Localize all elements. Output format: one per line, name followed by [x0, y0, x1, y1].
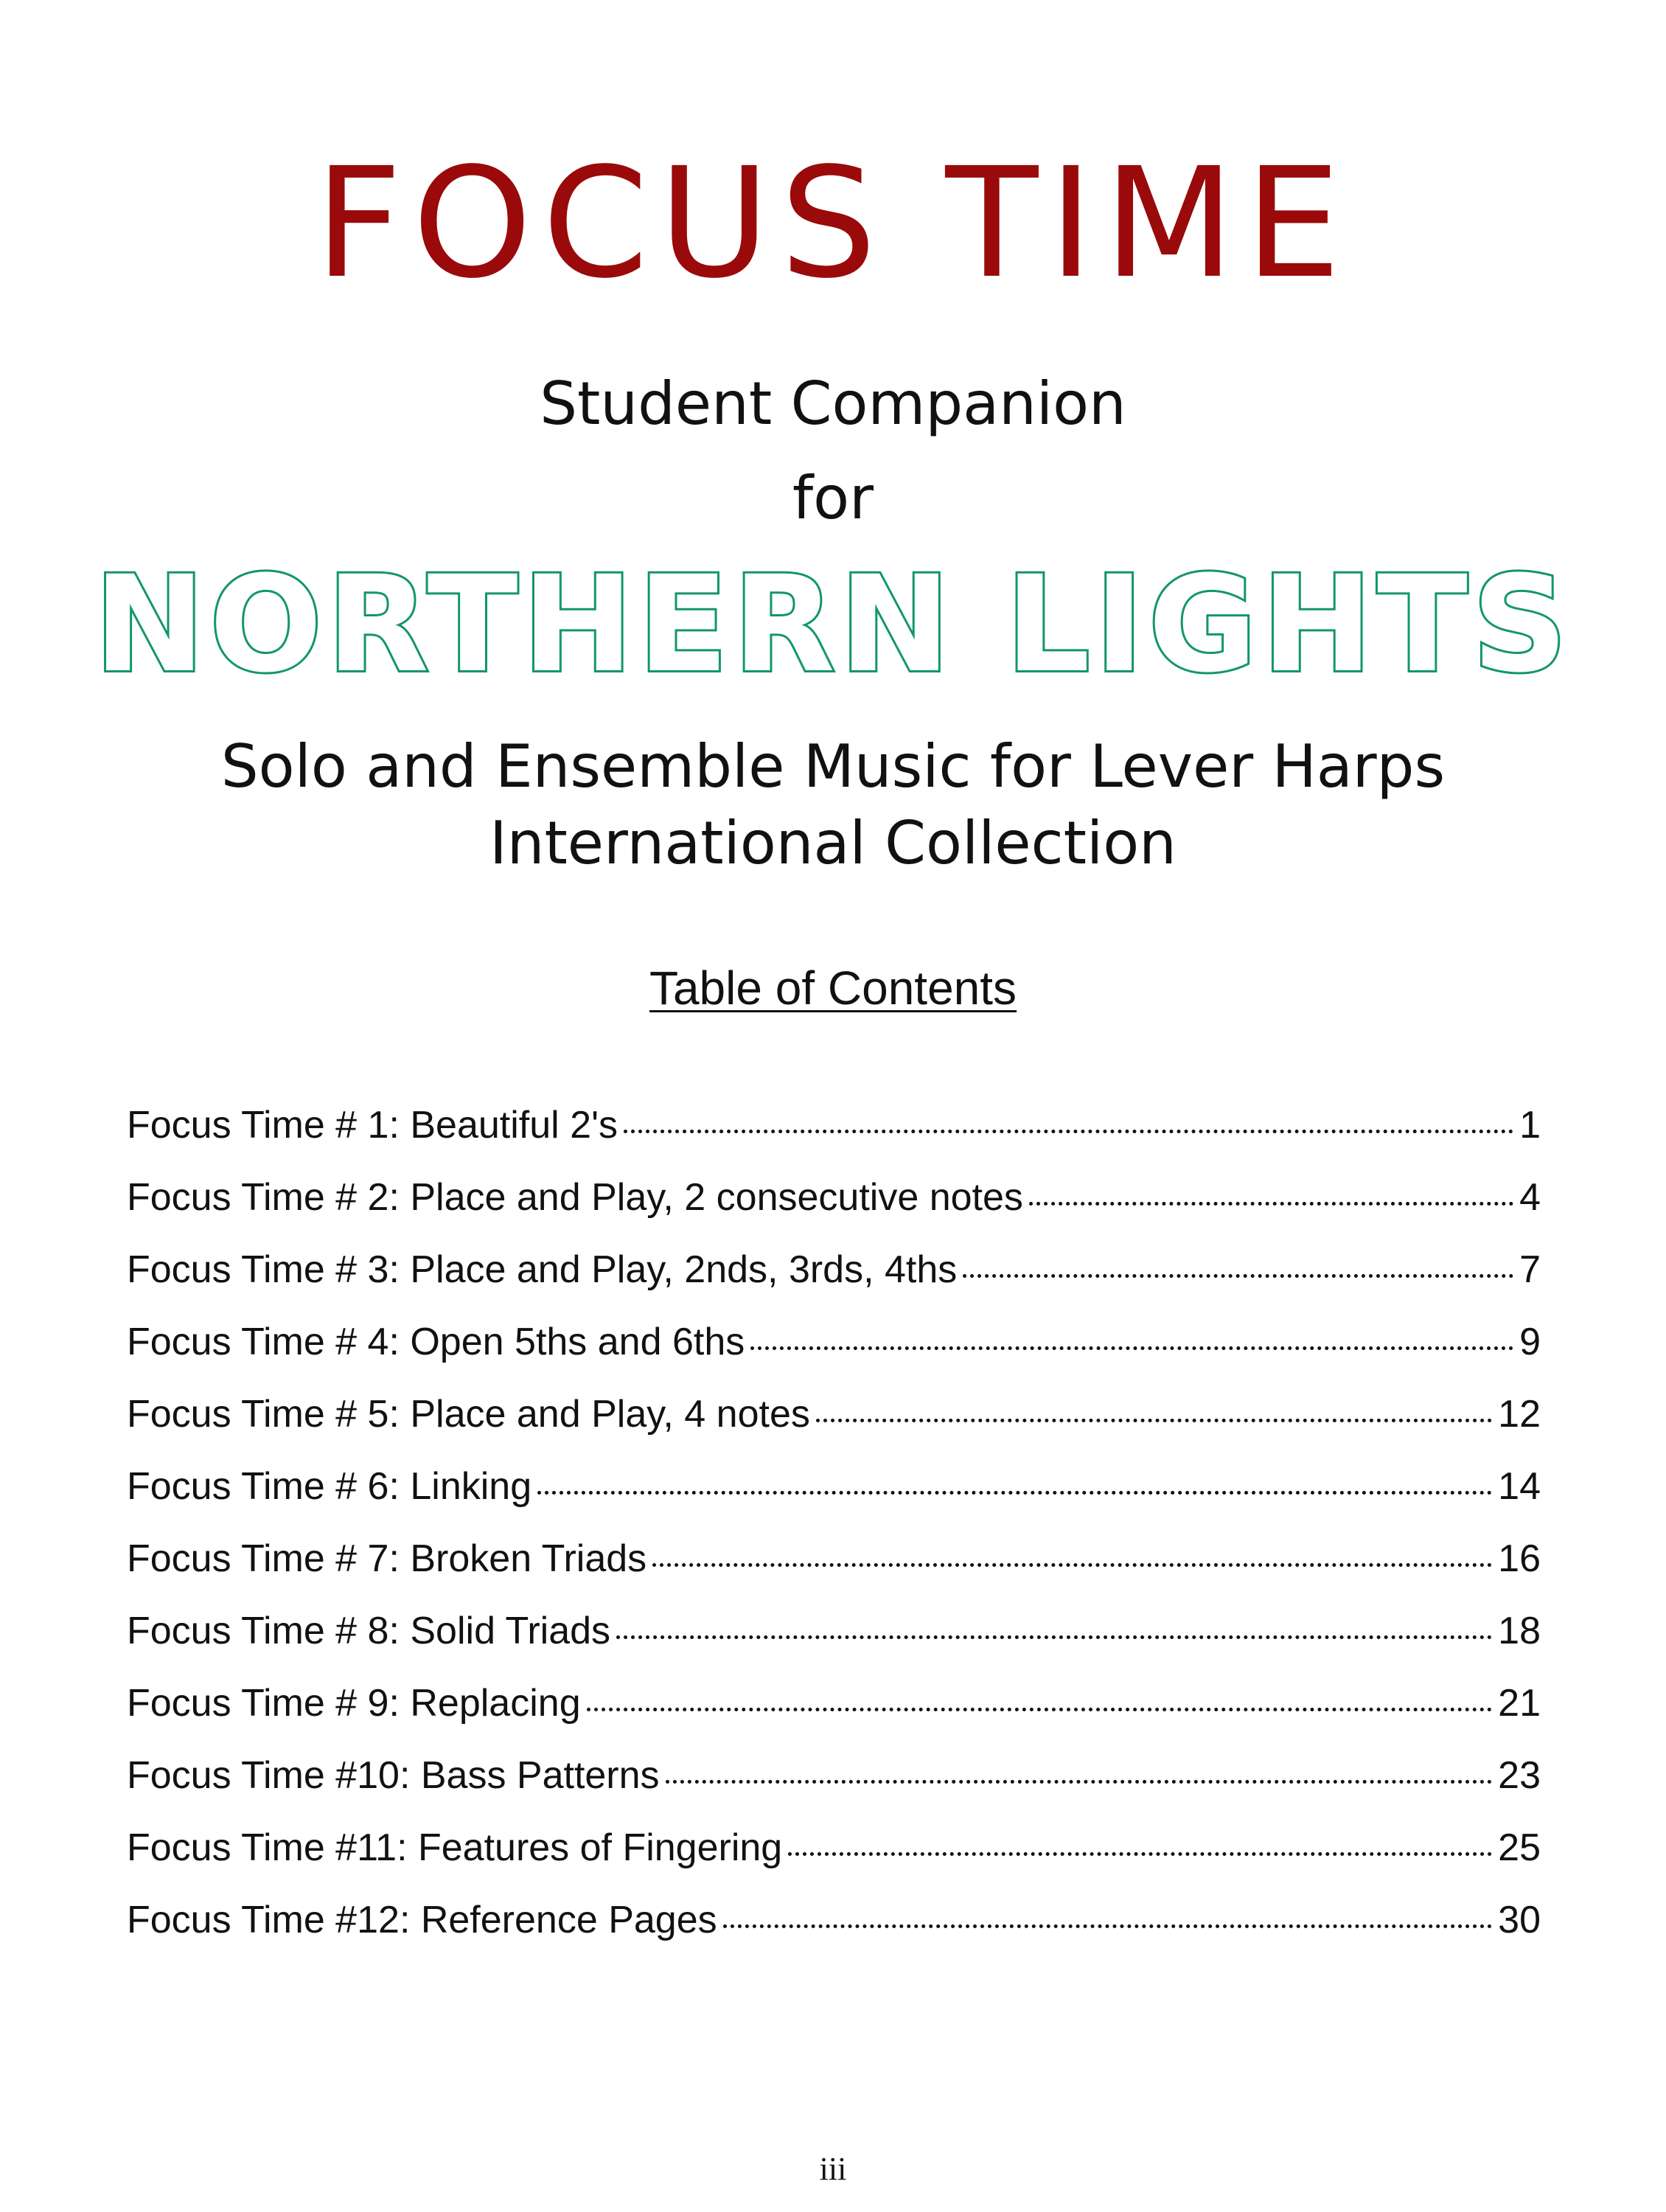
toc-dot-leader — [666, 1780, 1493, 1784]
toc-entry[interactable] — [127, 1178, 1541, 1251]
toc-entry-title: Focus Time #12: Reference Pages — [127, 1899, 717, 1941]
toc-dot-leader — [816, 1419, 1492, 1422]
description-line-2: International Collection — [489, 809, 1177, 877]
toc-entry-page: 18 — [1498, 1610, 1541, 1652]
toc-dot-leader — [652, 1563, 1492, 1567]
toc-entry[interactable] — [127, 1537, 1541, 1612]
toc-entry-title: Focus Time # 1: Beautiful 2's — [127, 1104, 618, 1147]
toc-dot-leader — [624, 1130, 1513, 1133]
toc-entry-page: 1 — [1519, 1104, 1541, 1147]
toc-entry-page: 23 — [1498, 1754, 1541, 1797]
toc-entry-page: 14 — [1498, 1465, 1541, 1508]
main-title: FOCUS TIME — [315, 135, 1351, 312]
toc-entry[interactable] — [127, 1826, 1541, 1901]
toc-entry[interactable] — [127, 1106, 1541, 1178]
toc-dot-leader — [537, 1491, 1492, 1495]
toc-entry-title: Focus Time # 7: Broken Triads — [127, 1537, 647, 1580]
toc-entry[interactable] — [127, 1756, 1541, 1829]
page-number: iii — [819, 2151, 847, 2187]
toc-heading — [0, 961, 1666, 1015]
toc-entry-title: Focus Time # 2: Place and Play, 2 consecutive notes — [127, 1176, 1023, 1219]
toc-dot-leader — [616, 1635, 1492, 1639]
toc-entry-title: Focus Time # 5: Place and Play, 4 notes — [127, 1393, 810, 1436]
toc-dot-leader — [750, 1346, 1513, 1350]
toc-entry[interactable] — [127, 1248, 1541, 1323]
toc-entry-page: 30 — [1498, 1899, 1541, 1941]
toc-dot-leader — [1029, 1202, 1513, 1206]
toc-entry-page: 12 — [1498, 1393, 1541, 1436]
toc-dot-leader — [587, 1708, 1493, 1711]
description-line-1: Solo and Ensemble Music for Lever Harps — [220, 732, 1446, 801]
toc-entry[interactable] — [127, 1901, 1541, 1973]
toc-entry[interactable] — [127, 1612, 1541, 1684]
toc-entry[interactable] — [127, 1323, 1541, 1395]
toc-entry-page: 4 — [1519, 1176, 1541, 1219]
toc-dot-leader — [723, 1924, 1493, 1928]
toc-entry-title: Focus Time #10: Bass Patterns — [127, 1754, 660, 1797]
toc-entry-title: Focus Time # 3: Place and Play, 2nds, 3rds, 4ths — [127, 1248, 958, 1291]
toc-entry-title: Focus Time # 6: Linking — [127, 1465, 532, 1508]
toc-dot-leader — [788, 1852, 1492, 1856]
toc-entry-page: 16 — [1498, 1537, 1541, 1580]
toc-entry[interactable] — [127, 1395, 1541, 1467]
toc-heading-text: Table of Contents — [649, 961, 1017, 1015]
toc-dot-leader — [963, 1274, 1513, 1278]
toc-entry-title: Focus Time #11: Features of Fingering — [127, 1826, 783, 1869]
subtitle-line-1: Student Companion — [540, 369, 1126, 438]
toc-entry-title: Focus Time # 4: Open 5ths and 6ths — [127, 1321, 745, 1363]
toc-entry-page: 9 — [1519, 1321, 1541, 1363]
toc-entry-page: 7 — [1519, 1248, 1541, 1291]
toc-entry-page: 21 — [1498, 1682, 1541, 1725]
toc-entry-title: Focus Time # 8: Solid Triads — [127, 1610, 611, 1652]
subtitle-line-2: for — [792, 464, 874, 532]
toc-entry-title: Focus Time # 9: Replacing — [127, 1682, 581, 1725]
toc-entry-page: 25 — [1498, 1826, 1541, 1869]
brand-title: NORTHERN LIGHTS — [94, 548, 1572, 702]
table-of-contents — [127, 1106, 1541, 1973]
toc-entry[interactable] — [127, 1684, 1541, 1756]
toc-entry[interactable] — [127, 1467, 1541, 1540]
